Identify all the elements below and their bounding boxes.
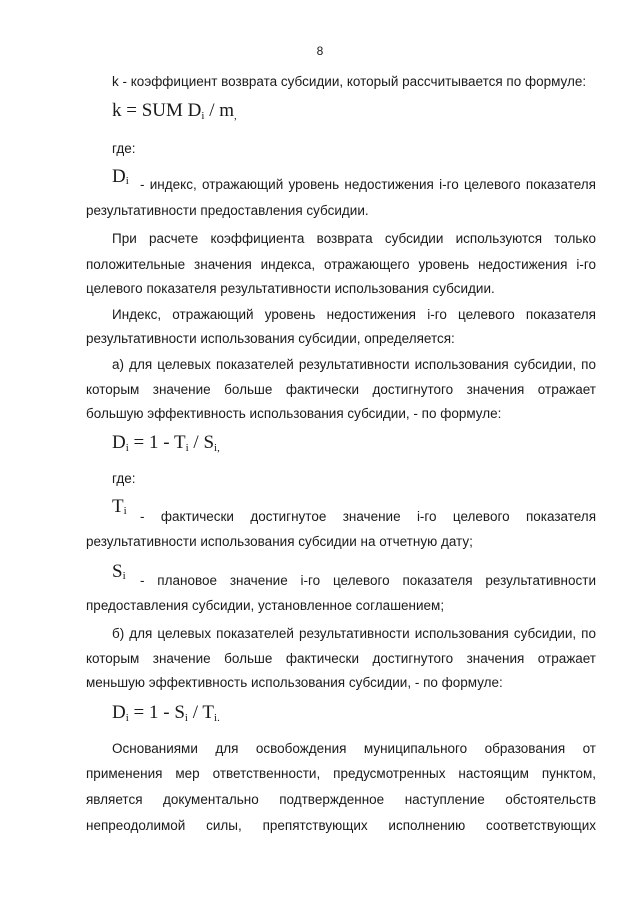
page-number: 8 bbox=[316, 44, 324, 58]
paragraph-calc-line3: целевого показателя результативности использования субсидии. bbox=[86, 281, 495, 296]
where-label-2: где: bbox=[112, 471, 136, 486]
paragraph-index-line1: Индекс, отражающий уровень недостижения i-го целевого показателя bbox=[112, 307, 596, 322]
paragraph-a-line2: которым значение больше фактически достигнутого значения отражает bbox=[86, 382, 596, 397]
symbol-s: $S_i$ bbox=[112, 561, 126, 582]
formula-d-b: $D_i = 1 - S_i / T_{i.}$ bbox=[112, 702, 220, 724]
paragraph-b-line2: которым значение больше фактически достигнутого значения отражает bbox=[86, 651, 596, 666]
formula-d-a: $D_i = 1 - T_i / S_{i,}$ bbox=[112, 432, 220, 454]
paragraph-index-line2: результативности использования субсидии, определяется: bbox=[86, 331, 455, 346]
symbol-t: $T_i$ bbox=[112, 496, 127, 517]
formula-k: k = SUM $D_i / m_,$ bbox=[112, 100, 237, 122]
definition-s-line2: предоставления субсидии, установленное соглашением; bbox=[86, 598, 445, 613]
paragraph-k-definition: k - коэффициент возврата субсидии, который рассчитывается по формуле: bbox=[112, 74, 587, 89]
paragraph-a-line1: а) для целевых показателей результативности использования субсидии, по bbox=[112, 357, 596, 372]
definition-d-line2: результативности предоставления субсидии. bbox=[86, 203, 369, 218]
paragraph-b-line1: б) для целевых показателей результативности использования субсидии, по bbox=[112, 626, 596, 641]
paragraph-grounds-line2: применения мер ответственности, предусмотренных настоящим пунктом, bbox=[86, 766, 596, 781]
definition-d-line1: - индекс, отражающий уровень недостижения i-го целевого показателя bbox=[140, 177, 596, 192]
definition-s-line1: - плановое значение i-го целевого показателя результативности bbox=[140, 573, 596, 588]
paragraph-calc-line1: При расчете коэффициента возврата субсидии используются только bbox=[112, 231, 596, 246]
paragraph-grounds-line3: является документально подтвержденное наступление обстоятельств bbox=[86, 792, 596, 807]
symbol-d: $D_i$ bbox=[112, 166, 129, 187]
paragraph-calc-line2: положительные значения индекса, отражающего уровень недостижения i-го bbox=[86, 257, 596, 272]
paragraph-grounds-line1: Основаниями для освобождения муниципального образования от bbox=[112, 741, 596, 756]
definition-t-line1: - фактически достигнутое значение i-го целевого показателя bbox=[140, 509, 596, 524]
definition-t-line2: результативности использования субсидии на отчетную дату; bbox=[86, 534, 473, 549]
paragraph-b-line3: меньшую эффективность использования субсидии, - по формуле: bbox=[86, 675, 503, 690]
where-label: где: bbox=[112, 141, 136, 156]
paragraph-a-line3: большую эффективность использования субсидии, - по формуле: bbox=[86, 406, 502, 421]
paragraph-grounds-line4: непреодолимой силы, препятствующих исполнению соответствующих bbox=[86, 818, 596, 833]
